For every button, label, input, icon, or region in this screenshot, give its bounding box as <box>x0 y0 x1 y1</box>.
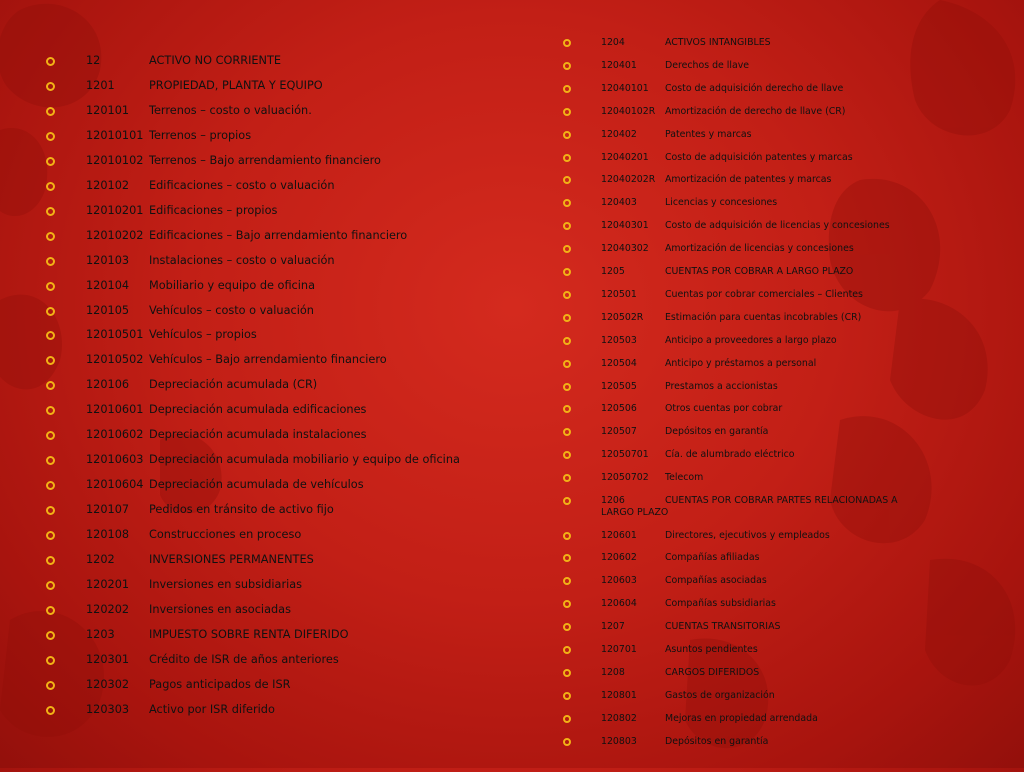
account-code: 1206 <box>601 495 625 506</box>
account-description: Vehículos – Bajo arrendamiento financiero <box>149 353 387 367</box>
bullet-icon <box>563 451 571 459</box>
bullet-icon <box>46 656 55 665</box>
account-code: 12 <box>86 54 101 67</box>
bullet-icon <box>563 337 571 345</box>
bullet-icon <box>563 738 571 746</box>
bullet-icon <box>563 383 571 391</box>
account-code: 120303 <box>86 702 130 716</box>
account-description: Derechos de llave <box>665 59 750 71</box>
account-code: 120603 <box>601 575 637 587</box>
account-code: 120202 <box>86 602 130 616</box>
account-code: 1205 <box>601 266 625 277</box>
account-description: Depósitos en garantía <box>665 426 769 438</box>
account-description: Amortización de derecho de llave (CR) <box>665 105 846 117</box>
account-code: 12040202R <box>601 174 656 186</box>
list-item <box>0 178 520 203</box>
account-code: 1203 <box>86 627 115 641</box>
account-code: 12010604 <box>86 478 144 492</box>
bullet-icon <box>46 356 55 365</box>
account-code: 1204 <box>601 37 625 48</box>
list-item <box>0 477 520 502</box>
list-item <box>0 203 520 228</box>
account-code: 12010602 <box>86 428 144 442</box>
bullet-icon <box>563 291 571 299</box>
account-description: Depreciación acumulada (CR) <box>149 378 318 392</box>
bullet-icon <box>563 428 571 436</box>
bullet-icon <box>46 107 55 116</box>
account-description: Amortización de patentes y marcas <box>665 174 832 186</box>
account-code: 120505 <box>601 380 637 392</box>
account-description: Construcciones en proceso <box>149 528 302 542</box>
account-description: Depreciación acumulada mobiliario y equipo de oficina <box>149 453 460 467</box>
bullet-icon <box>563 669 571 677</box>
list-item <box>0 452 520 477</box>
list-item <box>0 327 520 352</box>
bullet-icon <box>46 331 55 340</box>
list-item <box>0 128 520 153</box>
account-code: 12040102R <box>601 105 656 117</box>
list-item <box>0 153 520 178</box>
account-description: Pedidos en tránsito de activo fijo <box>149 503 334 517</box>
bullet-icon <box>46 481 55 490</box>
account-description: Terrenos – costo o valuación. <box>149 103 312 117</box>
account-description: Asuntos pendientes <box>665 644 758 655</box>
account-code: 120105 <box>86 303 130 317</box>
list-item <box>0 303 520 328</box>
bullet-icon <box>563 176 571 184</box>
bullet-icon <box>563 154 571 162</box>
bullet-icon <box>46 381 55 390</box>
account-description: Edificaciones – propios <box>149 203 278 217</box>
account-description: Compañías afiliadas <box>665 552 760 564</box>
account-description: INVERSIONES PERMANENTES <box>149 553 314 566</box>
account-code: 1207 <box>601 621 625 633</box>
account-description: Patentes y marcas <box>665 128 752 140</box>
account-description: CUENTAS POR COBRAR A LARGO PLAZO <box>665 266 854 277</box>
account-code: 120402 <box>601 128 637 140</box>
account-code: 120302 <box>86 677 130 691</box>
bullet-icon <box>563 497 571 505</box>
list-item <box>0 78 520 103</box>
account-code: 12010101 <box>86 128 144 142</box>
account-code: 120507 <box>601 426 637 438</box>
account-code: 1208 <box>601 666 625 678</box>
account-code: 1201 <box>86 78 115 92</box>
account-description: ACTIVO NO CORRIENTE <box>149 54 282 67</box>
account-description: Vehículos – costo o valuación <box>149 303 314 317</box>
bullet-icon <box>46 157 55 166</box>
bullet-icon <box>46 431 55 440</box>
list-item <box>0 527 520 552</box>
account-code: 12010603 <box>86 453 144 467</box>
account-description: Mejoras en propiedad arrendada <box>665 712 818 724</box>
bullet-icon <box>46 531 55 540</box>
bullet-icon <box>563 692 571 700</box>
bullet-icon <box>563 405 571 413</box>
bullet-icon <box>46 456 55 465</box>
bullet-icon <box>46 257 55 266</box>
account-code: 120701 <box>601 644 637 655</box>
account-description-continuation: LARGO PLAZO <box>601 507 669 518</box>
account-code: 12010502 <box>86 353 144 367</box>
bullet-icon <box>46 132 55 141</box>
bullet-icon <box>46 57 55 66</box>
account-description: Directores, ejecutivos y empleados <box>665 529 830 541</box>
account-code: 12050702 <box>601 472 649 484</box>
list-item <box>0 228 520 253</box>
bullet-icon <box>563 85 571 93</box>
account-description: Cuentas por cobrar comerciales – Clientes <box>665 288 863 300</box>
bullet-icon <box>46 681 55 690</box>
account-description: Costo de adquisición patentes y marcas <box>665 151 853 163</box>
account-description: Pagos anticipados de ISR <box>149 677 291 691</box>
bullet-icon <box>46 706 55 715</box>
account-description: Depreciación acumulada de vehículos <box>149 478 364 492</box>
bullet-icon <box>563 39 571 47</box>
list-item <box>0 278 520 303</box>
account-code: 120601 <box>601 529 637 541</box>
bullet-icon <box>563 532 571 540</box>
bullet-icon <box>563 474 571 482</box>
account-code: 12040302 <box>601 243 649 255</box>
account-description: Edificaciones – Bajo arrendamiento financiero <box>149 228 408 242</box>
account-code: 120201 <box>86 577 130 591</box>
bullet-icon <box>46 182 55 191</box>
list-item <box>0 502 520 527</box>
account-description: Edificaciones – costo o valuación <box>149 178 335 192</box>
bullet-icon <box>46 406 55 415</box>
bullet-icon <box>563 646 571 654</box>
bullet-icon <box>563 314 571 322</box>
account-description: Activo por ISR diferido <box>149 702 275 716</box>
account-description: Instalaciones – costo o valuación <box>149 253 335 267</box>
list-item <box>0 702 520 727</box>
account-code: 120506 <box>601 403 637 415</box>
account-description: Amortización de licencias y concesiones <box>665 243 854 255</box>
account-description: Mobiliario y equipo de oficina <box>149 278 315 292</box>
account-description: IMPUESTO SOBRE RENTA DIFERIDO <box>149 627 349 641</box>
list-item <box>0 577 520 602</box>
account-code: 120401 <box>601 59 637 71</box>
account-code: 120602 <box>601 552 637 564</box>
account-description: Estimación para cuentas incobrables (CR) <box>665 311 862 323</box>
account-code: 120503 <box>601 334 637 346</box>
account-description: PROPIEDAD, PLANTA Y EQUIPO <box>149 78 323 92</box>
list-item <box>0 103 520 128</box>
bullet-icon <box>563 222 571 230</box>
bullet-icon <box>46 207 55 216</box>
account-code: 12050701 <box>601 449 649 461</box>
account-code: 120101 <box>86 103 130 117</box>
bullet-icon <box>46 232 55 241</box>
account-description: Depreciación acumulada edificaciones <box>149 403 367 417</box>
bullet-icon <box>563 131 571 139</box>
account-code: 120108 <box>86 528 130 542</box>
account-code: 12040301 <box>601 220 649 232</box>
bullet-icon <box>46 282 55 291</box>
account-description: Prestamos a accionistas <box>665 380 778 392</box>
bullet-icon <box>46 82 55 91</box>
account-code: 120301 <box>86 652 130 666</box>
account-description: Compañías subsidiarias <box>665 598 776 610</box>
account-description: Compañías asociadas <box>665 575 767 587</box>
list-item <box>0 652 520 677</box>
account-description: CUENTAS TRANSITORIAS <box>665 621 781 633</box>
list-item <box>0 402 520 427</box>
account-code: 120802 <box>601 712 637 724</box>
bullet-icon <box>46 506 55 515</box>
account-code: 120403 <box>601 197 637 209</box>
account-code: 120803 <box>601 735 637 747</box>
list-item <box>0 627 520 652</box>
account-code: 120504 <box>601 357 637 369</box>
list-item <box>0 377 520 402</box>
account-description: Terrenos – propios <box>149 128 252 142</box>
account-code: 12010202 <box>86 228 144 242</box>
account-description: Anticipo y préstamos a personal <box>665 357 817 369</box>
bullet-icon <box>563 245 571 253</box>
account-description: Crédito de ISR de años anteriores <box>149 652 339 666</box>
bullet-icon <box>563 554 571 562</box>
account-description: CARGOS DIFERIDOS <box>665 666 760 678</box>
account-code: 12010201 <box>86 203 144 217</box>
account-description: Otros cuentas por cobrar <box>665 403 783 415</box>
account-description: Costo de adquisición derecho de llave <box>665 82 844 94</box>
list-item <box>0 352 520 377</box>
account-code: 120107 <box>86 503 130 517</box>
account-code: 120104 <box>86 278 130 292</box>
account-description: Depósitos en garantía <box>665 735 769 747</box>
bullet-icon <box>563 623 571 631</box>
bullet-icon <box>563 108 571 116</box>
account-code: 120501 <box>601 288 637 300</box>
account-description: Inversiones en subsidiarias <box>149 577 303 591</box>
bullet-icon <box>563 600 571 608</box>
bullet-icon <box>563 199 571 207</box>
account-code: 12040201 <box>601 151 649 163</box>
bullet-icon <box>46 556 55 565</box>
bullet-icon <box>46 307 55 316</box>
bullet-icon <box>563 62 571 70</box>
bullet-icon <box>563 360 571 368</box>
account-description: Anticipo a proveedores a largo plazo <box>665 334 837 346</box>
bullet-icon <box>563 268 571 276</box>
account-code: 12040101 <box>601 82 649 94</box>
list-item <box>0 53 520 78</box>
account-code: 120102 <box>86 178 130 192</box>
list-item <box>0 427 520 452</box>
bullet-icon <box>563 577 571 585</box>
bullet-icon <box>46 631 55 640</box>
account-description: Licencias y concesiones <box>665 197 778 209</box>
list-item <box>0 677 520 702</box>
list-item <box>0 253 520 278</box>
account-description: Gastos de organización <box>665 689 775 701</box>
account-description: Vehículos – propios <box>149 328 257 342</box>
bullet-icon <box>46 606 55 615</box>
account-code: 120106 <box>86 378 130 392</box>
list-item <box>0 602 520 627</box>
account-code: 12010601 <box>86 403 144 417</box>
account-code: 120103 <box>86 253 130 267</box>
list-item <box>0 552 520 577</box>
account-code: 1202 <box>86 553 115 566</box>
account-description: Telecom <box>665 472 704 484</box>
bullet-icon <box>46 581 55 590</box>
account-code: 120801 <box>601 689 637 701</box>
account-code: 120502R <box>601 311 644 323</box>
account-description: CUENTAS POR COBRAR PARTES RELACIONADAS A <box>665 495 898 506</box>
account-code: 12010102 <box>86 153 144 167</box>
account-description: Inversiones en asociadas <box>149 602 291 616</box>
account-description: ACTIVOS INTANGIBLES <box>665 37 771 48</box>
account-description: Cía. de alumbrado eléctrico <box>665 449 795 461</box>
account-description: Costo de adquisición de licencias y concesiones <box>665 220 890 232</box>
account-description: Terrenos – Bajo arrendamiento financiero <box>149 153 381 167</box>
bullet-icon <box>563 715 571 723</box>
account-code: 12010501 <box>86 328 144 342</box>
account-code: 120604 <box>601 598 637 610</box>
account-description: Depreciación acumulada instalaciones <box>149 428 367 442</box>
